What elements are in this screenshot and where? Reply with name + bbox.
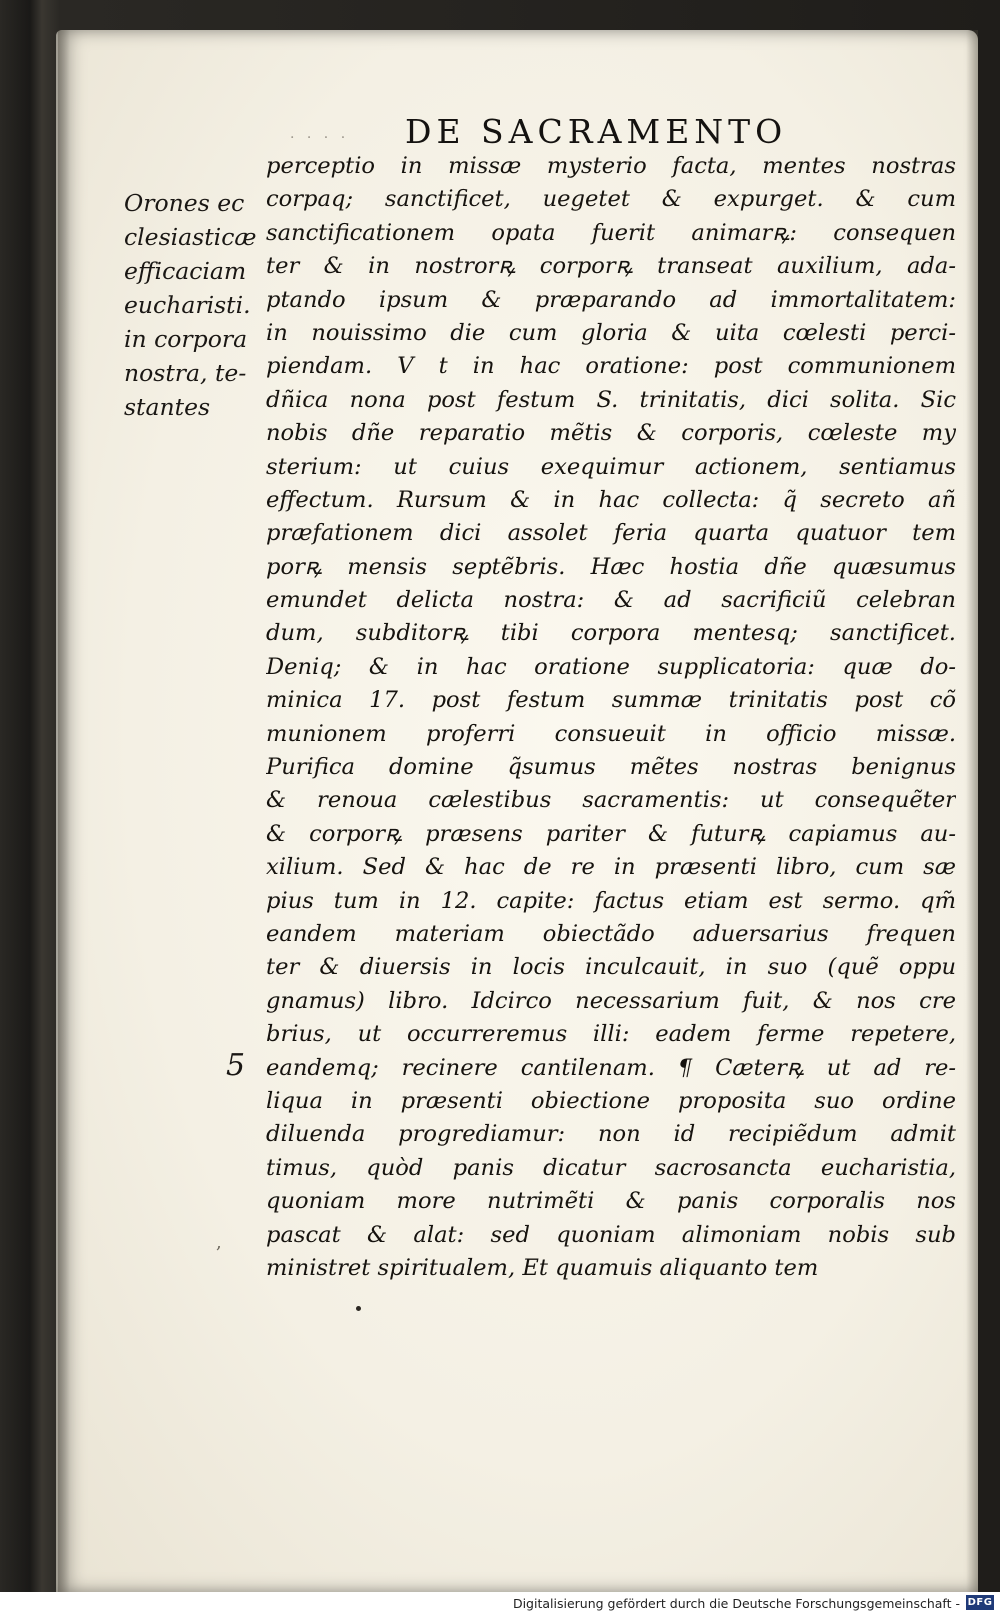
text-line: effectum. Rursum & in hac collecta: q̃ secreto añ (266, 486, 956, 513)
ink-mark: , (216, 1232, 222, 1253)
text-line: & corporꝶ præsens pariter & futurꝶ capiamus au- (266, 820, 956, 847)
ink-dot (356, 1306, 361, 1311)
text-line: perceptio in missæ mysterio facta, mentes nostras (266, 153, 956, 179)
text-line: præfationem dici assolet feria quarta quatuor tem (266, 520, 956, 547)
running-head: DE SACRAMENTO (405, 112, 788, 151)
text-line: quoniam more nutrimẽti & panis corporalis nos (266, 1188, 956, 1215)
text-line: ptando ipsum & præparando ad immortalitatem: (266, 286, 956, 313)
head-ornament: · · · · (290, 130, 350, 146)
page-edge-shadow (966, 30, 978, 1592)
text-line: pius tum in 12. capite: factus etiam est sermo. qm̃ (266, 887, 956, 914)
text-line: & renoua cælestibus sacramentis: ut consequẽter (266, 787, 956, 814)
text-line: sanctificationem opata fuerit animarꝶ: consequen (266, 219, 956, 246)
marginal-note (124, 186, 274, 424)
text-line: minica 17. post festum summæ trinitatis post cõ (266, 687, 956, 714)
text-line: pascat & alat: sed quoniam alimoniam nobis sub (266, 1221, 956, 1248)
text-line: ministret spiritualem, Et quamuis aliquanto tem (266, 1254, 819, 1281)
marginal-note-line: nostra, te- (124, 359, 247, 387)
text-line: piendam. V t in hac oratione: post communionem (266, 353, 956, 380)
footer-credit: Digitalisierung gefördert durch die Deutsche Forschungsgemeinschaft - (512, 1596, 960, 1611)
body-text (266, 150, 956, 1285)
text-line: Deniq; & in hac oratione supplicatoria: quæ do- (266, 653, 956, 680)
text-line: liqua in præsenti obiectione proposita suo ordine (266, 1087, 956, 1114)
dfg-logo: DFG (967, 1597, 993, 1608)
marginal-note-line: in corpora (124, 325, 248, 353)
text-line: brius, ut occurreremus illi: eadem ferme repetere, (266, 1021, 956, 1048)
text-line: ter & in nostrorꝶ corporꝶ transeat auxilium, ada- (266, 253, 956, 280)
text-line: porꝶ mensis septẽbris. Hæc hostia dñe quæsumus (266, 553, 956, 580)
marginal-note-line: eucharisti. (124, 291, 251, 319)
marginal-note-line: efficaciam (124, 257, 247, 285)
text-line: Purifica domine q̃sumus mẽtes nostras benignus (266, 754, 956, 781)
text-line: xilium. Sed & hac de re in præsenti libro, cum sæ (266, 854, 956, 881)
text-line: emundet delicta nostra: & ad sacrificiũ celebran (266, 587, 956, 614)
text-line: diluenda progrediamur: non id recipiẽdum admit (266, 1121, 956, 1148)
text-line: dñica nona post festum S. trinitatis, dici solita. Sic (266, 386, 956, 413)
text-line: eandemq; recinere cantilenam. ¶ Cæterꝶ ut ad re- (266, 1054, 956, 1081)
marginal-note-line: clesiasticæ (124, 223, 257, 251)
page-gutter-shadow (58, 30, 70, 1592)
text-line: nobis dñe reparatio mẽtis & corporis, cœleste my (266, 420, 956, 447)
text-line: dum, subditorꝶ tibi corpora mentesq; sanctificet. (266, 620, 956, 647)
text-line: timus, quòd panis dicatur sacrosancta eucharistia, (266, 1154, 956, 1181)
text-line: eandem materiam obiectãdo aduersarius frequen (266, 920, 956, 947)
signature-mark: 5 (226, 1048, 246, 1083)
text-line: in nouissimo die cum gloria & uita cœlesti perci- (266, 319, 956, 346)
text-line: munionem proferri consueuit in officio missæ. (266, 720, 956, 747)
marginal-note-line: stantes (124, 393, 211, 421)
marginal-note-line: Orones ec (124, 189, 245, 217)
text-line: sterium: ut cuius exequimur actionem, sentiamus (266, 453, 956, 480)
text-line: ter & diuersis in locis inculcauit, in suo (quẽ oppu (266, 954, 956, 981)
text-line: gnamus) libro. Idcirco necessarium fuit, & nos cre (266, 987, 956, 1014)
text-line: corpaq; sanctificet, uegetet & expurget. & cum (266, 186, 956, 213)
